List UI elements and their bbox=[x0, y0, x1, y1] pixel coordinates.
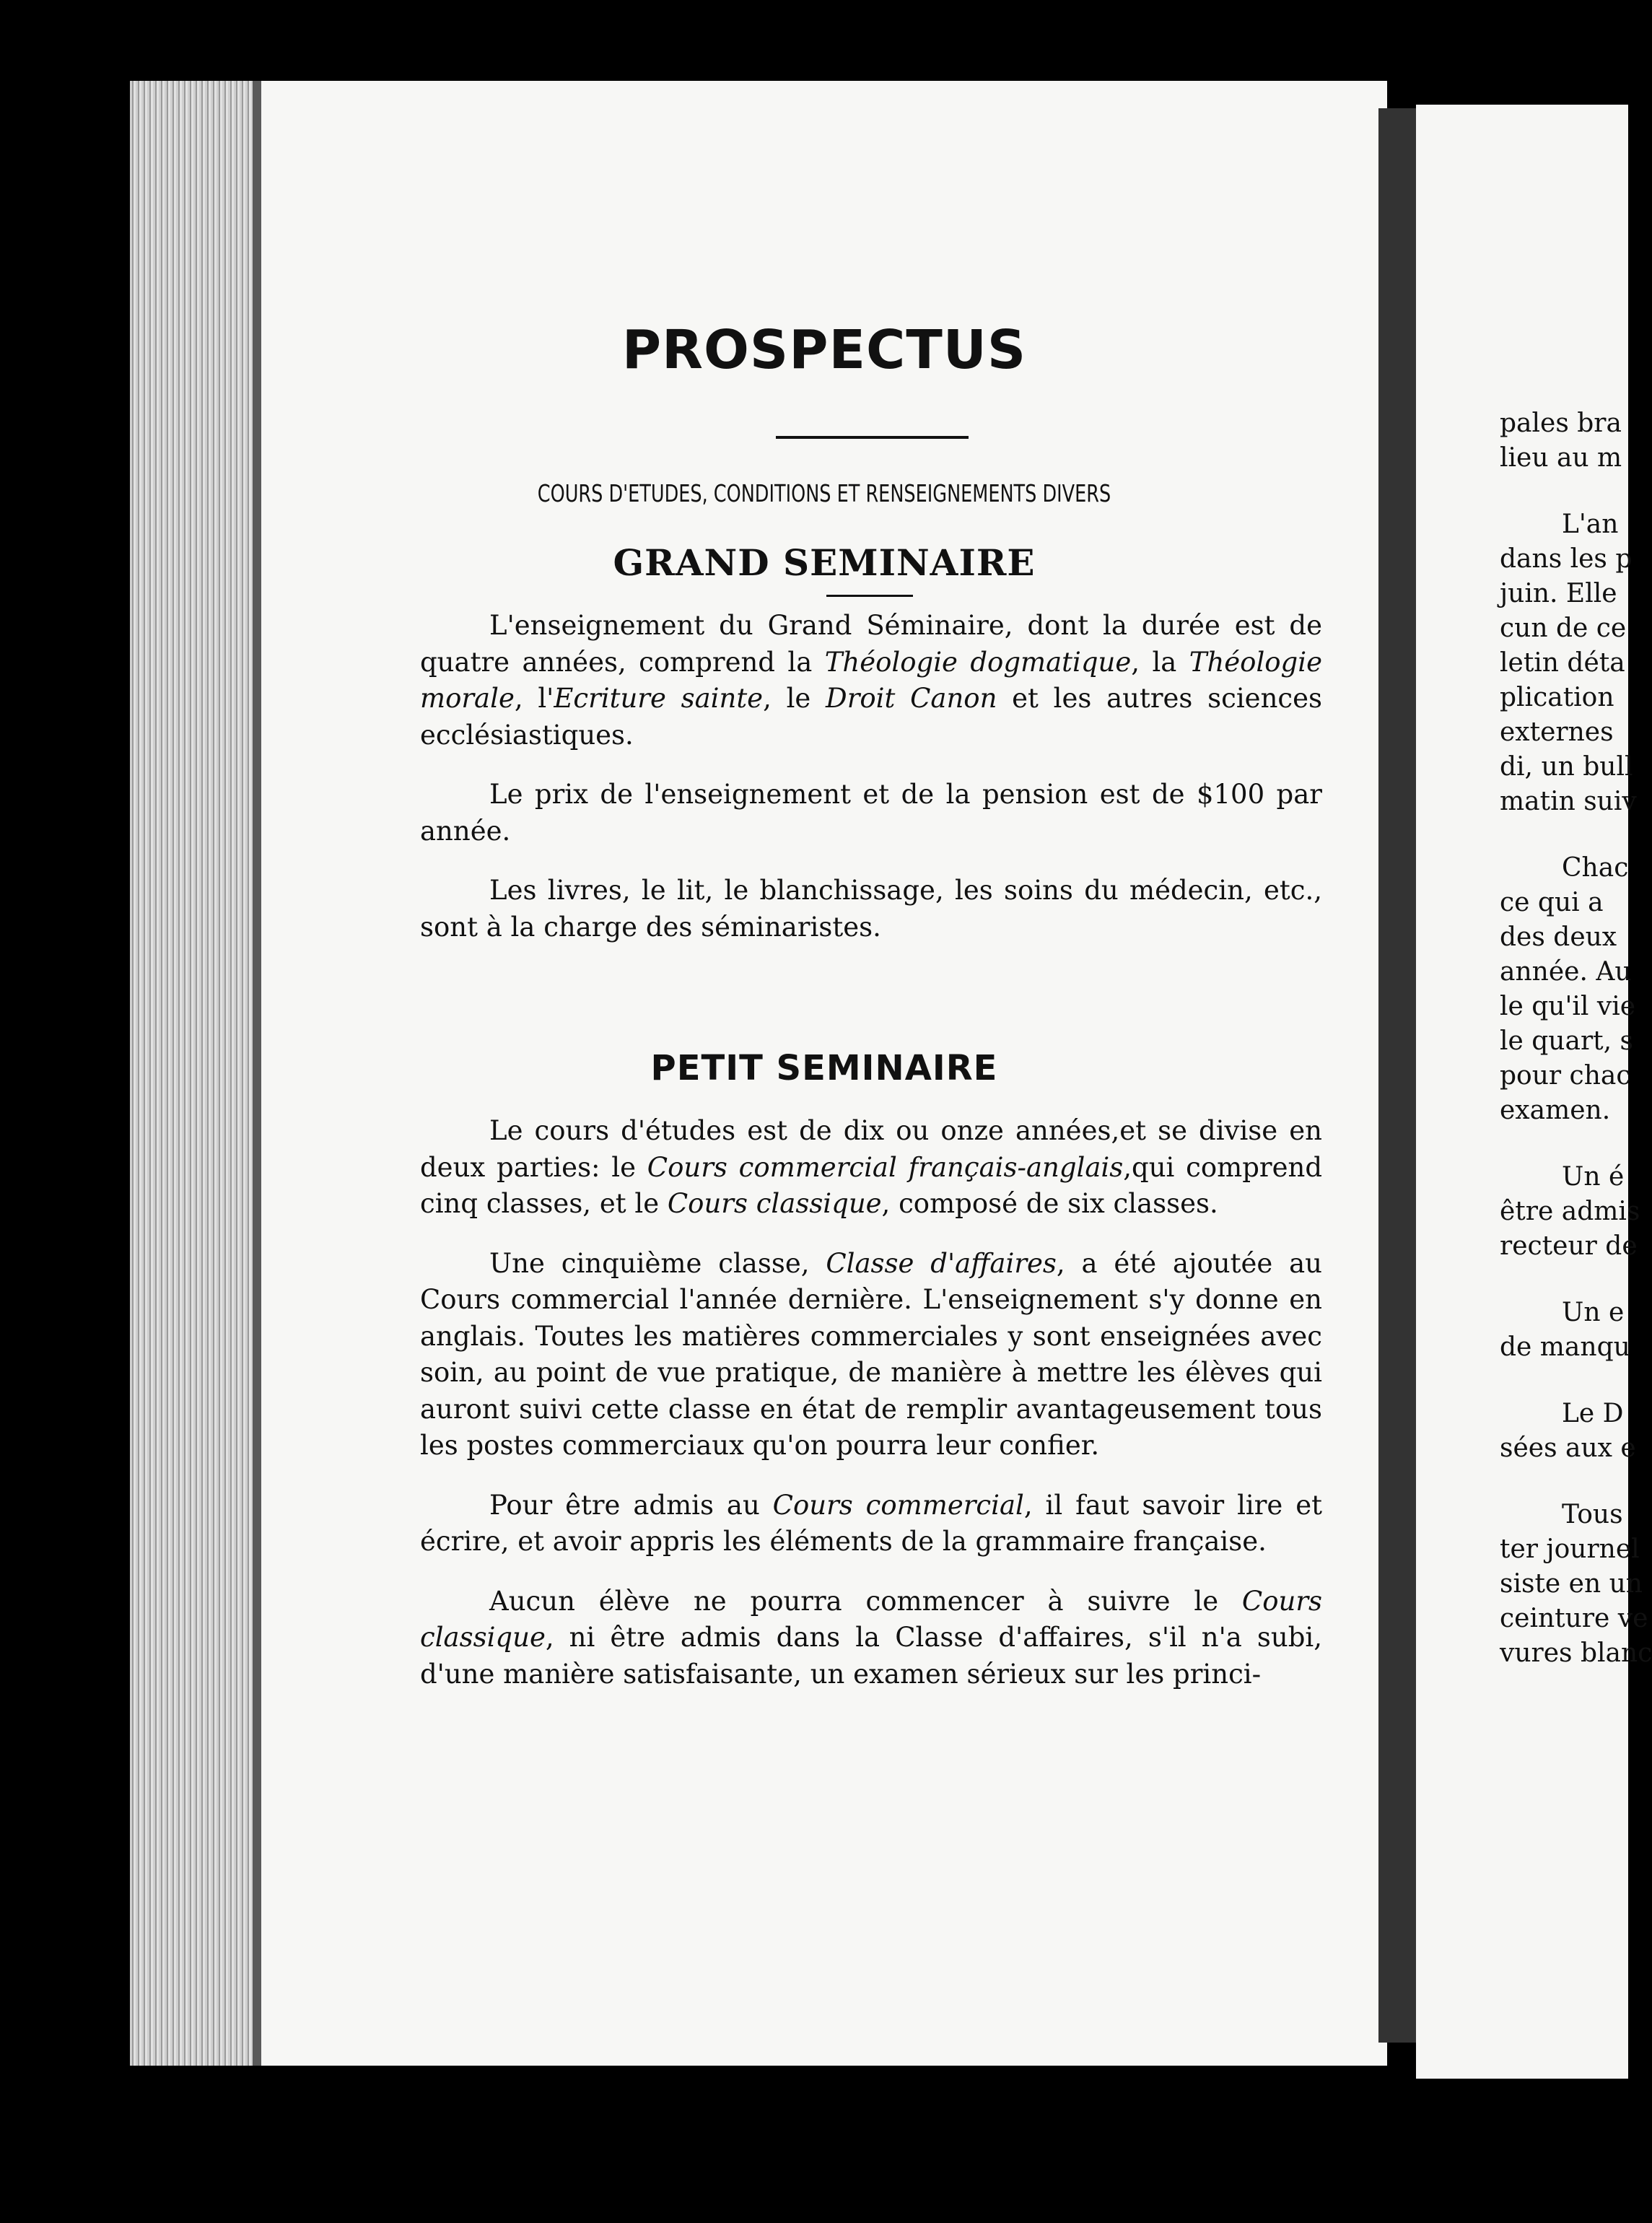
paragraph: L'enseignement du Grand Séminaire, dont la durée est de quatre années, comprend la Théologie dogmatique, la Théologie morale, l'Ecriture sainte, le Droit Canon et les autres sciences ecclésiastiques. bbox=[420, 610, 1323, 751]
text-line: examen. bbox=[1500, 1096, 1611, 1125]
text-line bbox=[1500, 476, 1644, 507]
text-line: Un e bbox=[1562, 1298, 1625, 1327]
right-page-text bbox=[1500, 406, 1652, 1671]
text-line: sées aux e bbox=[1500, 1433, 1636, 1463]
text-line: Le D bbox=[1562, 1399, 1624, 1428]
page-title: PROSPECTUS bbox=[621, 319, 1027, 381]
text-line bbox=[1500, 1264, 1644, 1296]
text-line: pour chac bbox=[1500, 1061, 1631, 1091]
text-line: des deux bbox=[1500, 922, 1617, 952]
text-line: être admis bbox=[1500, 1197, 1640, 1226]
section-heading-petit-seminaire: PETIT SEMINAIRE bbox=[650, 1048, 998, 1088]
text-line: plication bbox=[1500, 683, 1614, 712]
text-line bbox=[1500, 1128, 1644, 1160]
text-line: juin. Elle bbox=[1500, 579, 1617, 608]
paragraph: Le prix de l'enseignement et de la pension est de $100 par année. bbox=[420, 779, 1322, 847]
book-gutter bbox=[1378, 108, 1416, 2043]
text-line: ter journel bbox=[1500, 1534, 1640, 1564]
paragraph: Une cinquième classe, Classe d'affaires, a été ajoutée au Cours commercial l'année dernière. L'enseignement s'y donne en anglais. Toutes les matières commerciales y sont enseignées avec soin, au point de vue pratique, de manière à mettre les élèves qui auront suivi cette classe en état de remplir avantageusement tous les postes commerciaux qu'on pourra leur confier. bbox=[420, 1247, 1322, 1461]
right-page bbox=[1416, 105, 1652, 2079]
text-line: pales bra bbox=[1500, 409, 1622, 438]
text-line: siste en un bbox=[1500, 1569, 1643, 1599]
text-line: letin déta bbox=[1500, 648, 1625, 678]
page-edges bbox=[130, 81, 260, 2066]
text-line: année. Au bbox=[1500, 957, 1632, 987]
title-rule bbox=[776, 436, 969, 439]
section-heading-grand-seminaire: GRAND SEMINAIRE bbox=[613, 541, 1036, 584]
text-line: lieu au m bbox=[1500, 443, 1622, 473]
paragraph: Pour être admis au Cours commercial, il faut savoir lire et écrire, et avoir appris les éléments de la grammaire française. bbox=[420, 1489, 1322, 1557]
text-line: ce qui a bbox=[1500, 888, 1604, 917]
paragraph: Aucun élève ne pourra commencer à suivre le Cours classique, ni être admis dans la Classe d'affaires, s'il n'a subi, d'une manière satisfaisante, un examen sérieux sur les princi- bbox=[420, 1585, 1322, 1690]
text-line: recteur de bbox=[1500, 1231, 1638, 1261]
text-line: Un é bbox=[1562, 1162, 1625, 1192]
text-line: vures blanc bbox=[1500, 1638, 1652, 1668]
text-line: de manqu bbox=[1500, 1332, 1630, 1362]
text-line: le quart, s bbox=[1500, 1026, 1633, 1056]
text-line: ceinture ve bbox=[1500, 1604, 1648, 1633]
paragraph: Le cours d'études est de dix ou onze années,et se divise en deux parties: le Cours commercial français-anglais,qui comprend cinq classes, et le Cours classique, composé de six classes. bbox=[420, 1115, 1322, 1219]
text-line: cun de ce bbox=[1500, 613, 1627, 643]
paragraph: Les livres, le lit, le blanchissage, les soins du médecin, etc., sont à la charge des séminaristes. bbox=[420, 875, 1322, 943]
text-line: dans les p bbox=[1500, 544, 1633, 574]
section-rule bbox=[826, 595, 913, 597]
text-line: matin suiv bbox=[1500, 787, 1637, 816]
petit-seminaire-text bbox=[420, 1113, 1322, 1693]
left-page bbox=[253, 81, 1387, 2066]
text-line: Tous bbox=[1562, 1500, 1623, 1529]
text-line bbox=[1500, 1365, 1644, 1397]
text-line: L'an bbox=[1562, 510, 1619, 539]
text-line: di, un bull bbox=[1500, 752, 1633, 782]
subtitle: COURS D'ETUDES, CONDITIONS ET RENSEIGNEMENTS DIVERS bbox=[537, 479, 1111, 507]
text-line: Chac bbox=[1562, 853, 1629, 883]
text-line bbox=[1500, 819, 1644, 851]
text-line bbox=[1500, 1466, 1644, 1498]
text-line: externes bbox=[1500, 717, 1614, 747]
grand-seminaire-text bbox=[420, 608, 1322, 945]
text-line: le qu'il vie bbox=[1500, 992, 1636, 1021]
